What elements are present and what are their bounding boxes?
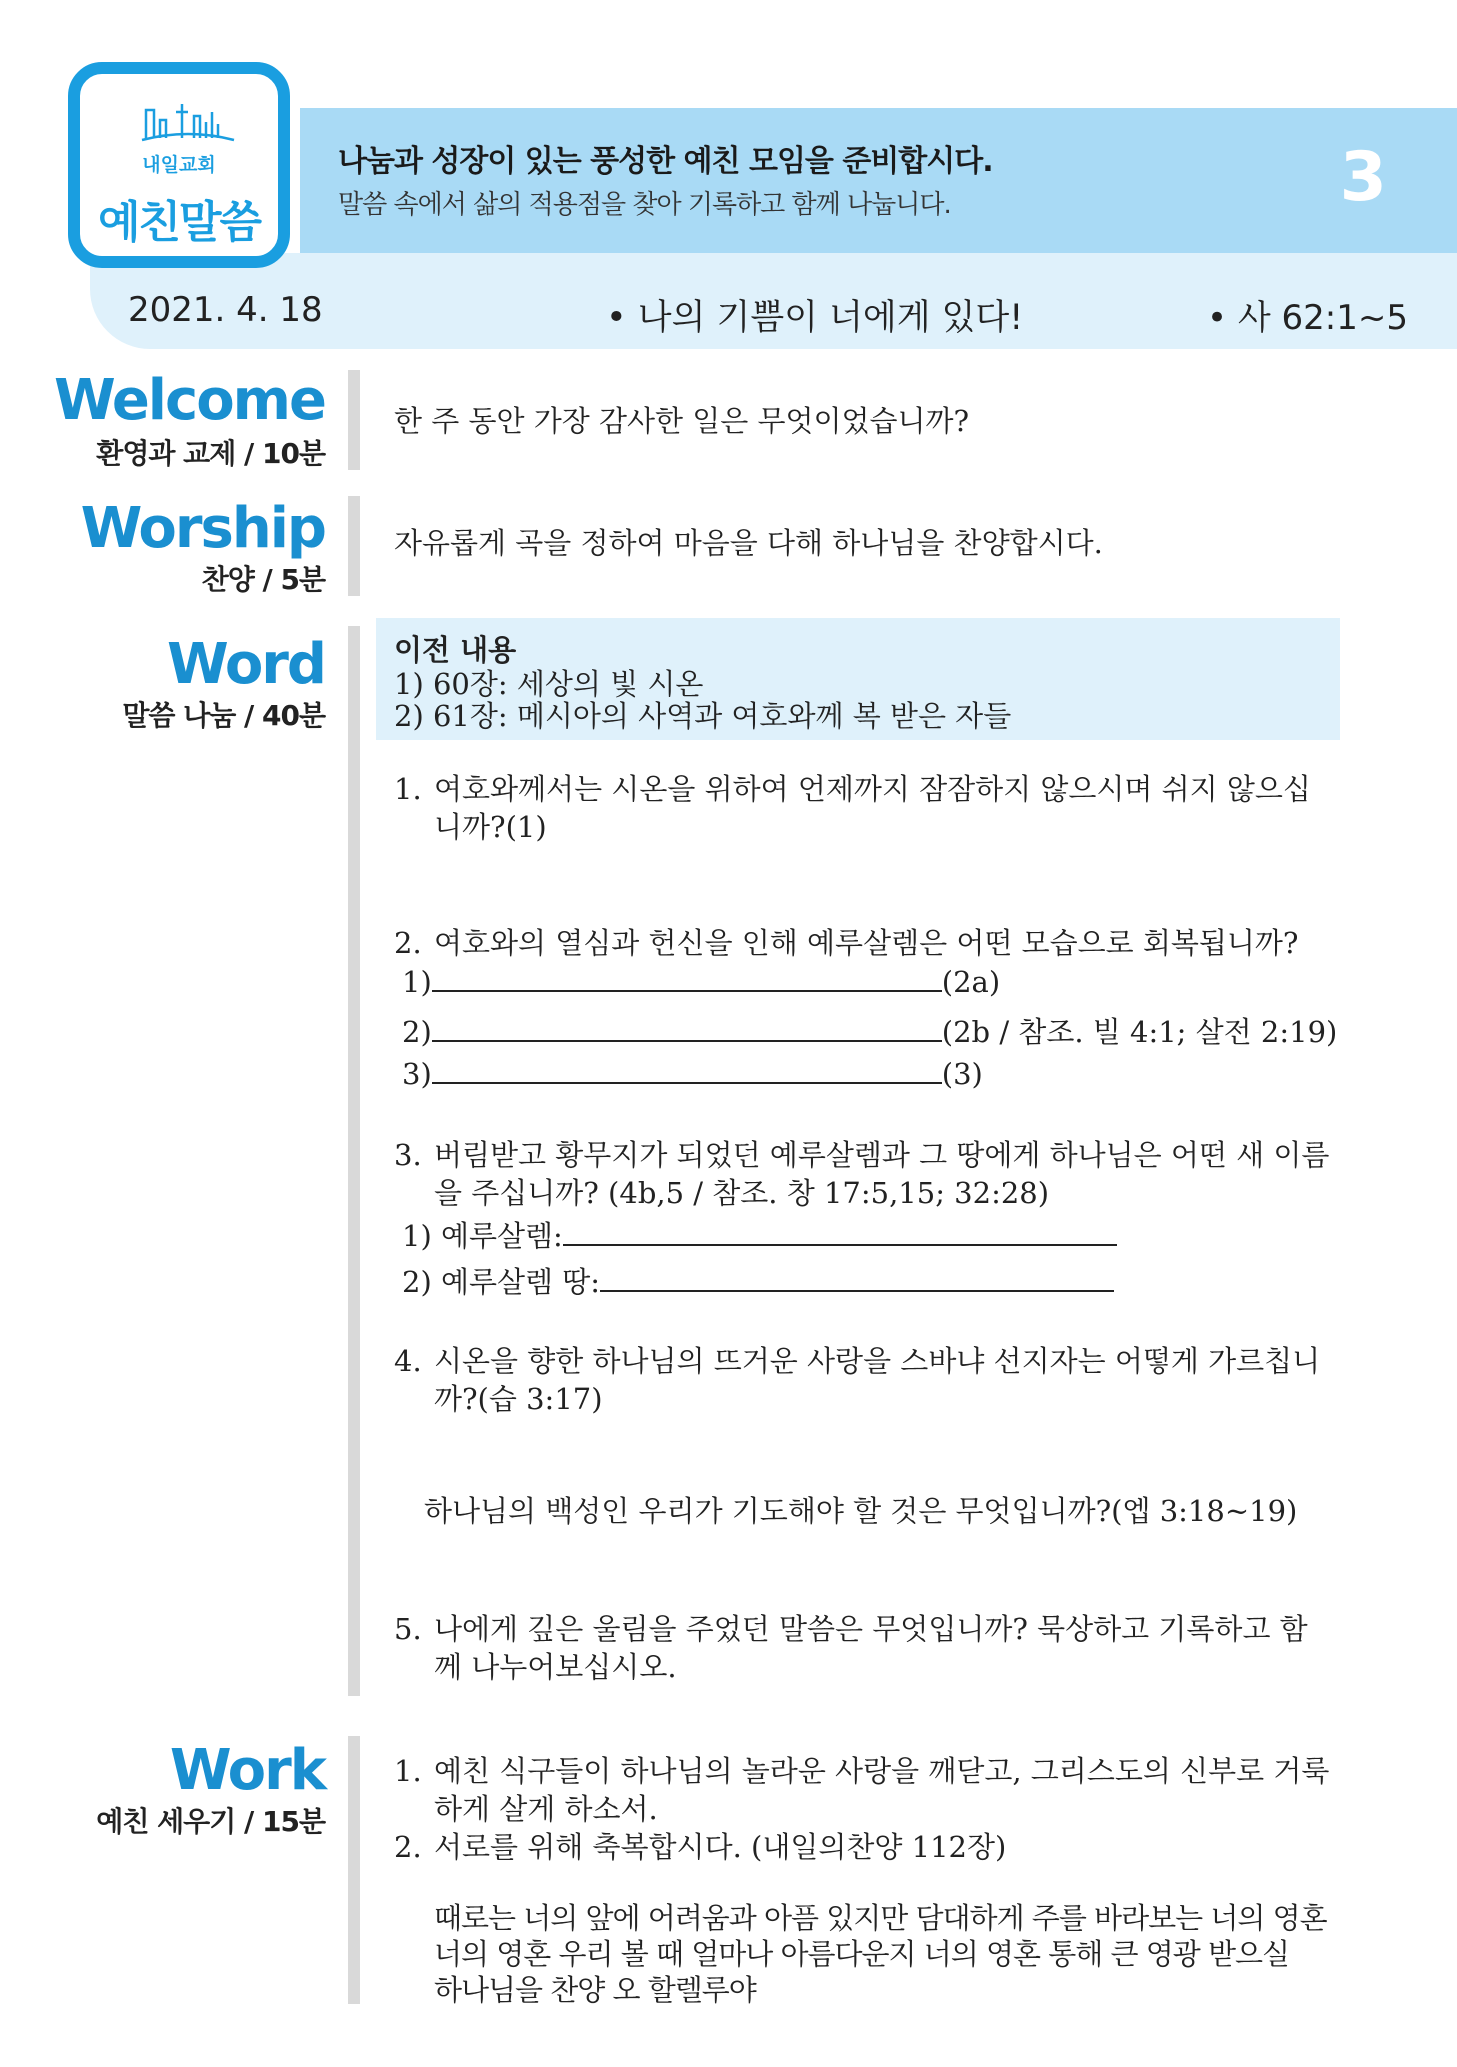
answer-line[interactable]: [432, 964, 942, 992]
item-text: 예친 식구들이 하나님의 놀라운 사랑을 깨닫고, 그리스도의 신부로 거룩하게 살게 하소서.: [434, 1754, 1330, 1826]
question-5: [394, 1610, 1334, 1686]
lesson-number: 3: [1339, 138, 1387, 217]
answer-line[interactable]: [563, 1218, 1117, 1246]
question-number: 3.: [394, 1138, 422, 1172]
worship-divider: [348, 496, 360, 596]
question-text: 시온을 향한 하나님의 뜨거운 사랑을 스바냐 선지자는 어떻게 가르칩니까?(습 3:17): [434, 1344, 1321, 1416]
welcome-question: 한 주 동안 가장 감사한 일은 무엇이었습니까?: [394, 404, 970, 438]
answer-line[interactable]: [432, 1014, 942, 1042]
word-subtitle: 말씀 나눔 / 40분: [122, 699, 325, 732]
answer-line[interactable]: [600, 1264, 1114, 1292]
question-2: [394, 924, 1334, 962]
question-4: [394, 1342, 1334, 1418]
work-divider: [348, 1736, 360, 2004]
song-lyrics-line: 너의 영혼 우리 볼 때 얼마나 아름다운지 너의 영혼 통해 큰 영광 받으실: [434, 1937, 1290, 1971]
question-1: [394, 770, 1334, 846]
question-number: 5.: [394, 1612, 422, 1646]
answer-blank[interactable]: [402, 964, 1000, 999]
previous-summary-item: 2) 61장: 메시아의 사역과 여호와께 복 받은 자들: [394, 699, 1012, 733]
answer-blank[interactable]: [402, 1260, 1114, 1301]
welcome-title: Welcome: [54, 368, 325, 433]
blank-reference: (2a): [941, 965, 1001, 999]
song-lyrics-line: 때로는 너의 앞에 어려움과 아픔 있지만 담대하게 주를 바라보는 너의 영혼: [434, 1901, 1327, 1935]
blank-label: 2): [402, 1015, 432, 1049]
question-text: 여호와의 열심과 헌신을 인해 예루살렘은 어떤 모습으로 회복됩니까?: [434, 926, 1299, 960]
blank-label: 1) 예루살렘:: [402, 1219, 563, 1253]
answer-blank[interactable]: [402, 1056, 983, 1091]
question-4-followup: 하나님의 백성인 우리가 기도해야 할 것은 무엇입니까?(엡 3:18~19): [424, 1494, 1298, 1528]
blank-label: 1): [402, 965, 432, 999]
question-text: 여호와께서는 시온을 위하여 언제까지 잠잠하지 않으시며 쉬지 않으십니까?(1): [434, 772, 1311, 844]
welcome-divider: [348, 370, 360, 470]
question-3: [394, 1136, 1334, 1212]
welcome-subtitle: 환영과 교제 / 10분: [96, 437, 325, 470]
answer-blank[interactable]: [402, 1214, 1117, 1255]
item-text: 서로를 위해 축복합시다. (내일의찬양 112장): [434, 1830, 1007, 1864]
blank-label: 2) 예루살렘 땅:: [402, 1265, 601, 1299]
sermon-title: • 나의 기쁨이 너에게 있다!: [606, 298, 1024, 338]
answer-blank[interactable]: [402, 1010, 1337, 1051]
item-number: 1.: [394, 1754, 422, 1788]
page-title: 나눔과 성장이 있는 풍성한 예친 모임을 준비합시다.: [338, 144, 993, 179]
previous-summary-item: 1) 60장: 세상의 빛 시온: [394, 667, 704, 701]
church-city-skyline-icon: [138, 98, 238, 144]
work-subtitle: 예친 세우기 / 15분: [96, 1805, 325, 1838]
question-text: 버림받고 황무지가 되었던 예루살렘과 그 땅에게 하나님은 어떤 새 이름을 주십니까? (4b,5 / 참조. 창 17:5,15; 32:28): [434, 1138, 1330, 1210]
word-title: Word: [167, 632, 325, 697]
previous-summary-label: 이전 내용: [394, 633, 517, 667]
header-band: [300, 108, 1457, 253]
song-lyrics-line: 하나님을 찬양 오 할렐루야: [434, 1973, 756, 2007]
logo-badge: [68, 62, 290, 268]
logo-title: 예친말씀: [97, 197, 260, 248]
page-subtitle: 말씀 속에서 삶의 적용점을 찾아 기록하고 함께 나눕니다.: [338, 190, 951, 220]
word-divider: [348, 626, 360, 1696]
question-number: 2.: [394, 926, 422, 960]
work-title: Work: [169, 1738, 325, 1803]
blank-label: 3): [402, 1057, 432, 1091]
work-item-1: [394, 1752, 1334, 1828]
answer-line[interactable]: [432, 1056, 942, 1084]
blank-reference: (3): [941, 1057, 983, 1091]
question-number: 4.: [394, 1344, 422, 1378]
item-number: 2.: [394, 1830, 422, 1864]
question-text: 나에게 깊은 울림을 주었던 말씀은 무엇입니까? 묵상하고 기록하고 함께 나누어보십시오.: [434, 1612, 1308, 1684]
church-name: 내일교회: [142, 154, 216, 176]
date: 2021. 4. 18: [128, 290, 323, 330]
worship-instruction: 자유롭게 곡을 정하여 마음을 다해 하나님을 찬양합시다.: [394, 526, 1103, 560]
blank-reference: (2b / 참조. 빌 4:1; 살전 2:19): [941, 1015, 1338, 1049]
worship-subtitle: 찬양 / 5분: [201, 563, 325, 596]
scripture-reference: • 사 62:1~5: [1207, 298, 1408, 338]
worship-title: Worship: [80, 496, 325, 561]
work-item-2: [394, 1828, 1334, 1866]
question-number: 1.: [394, 772, 422, 806]
